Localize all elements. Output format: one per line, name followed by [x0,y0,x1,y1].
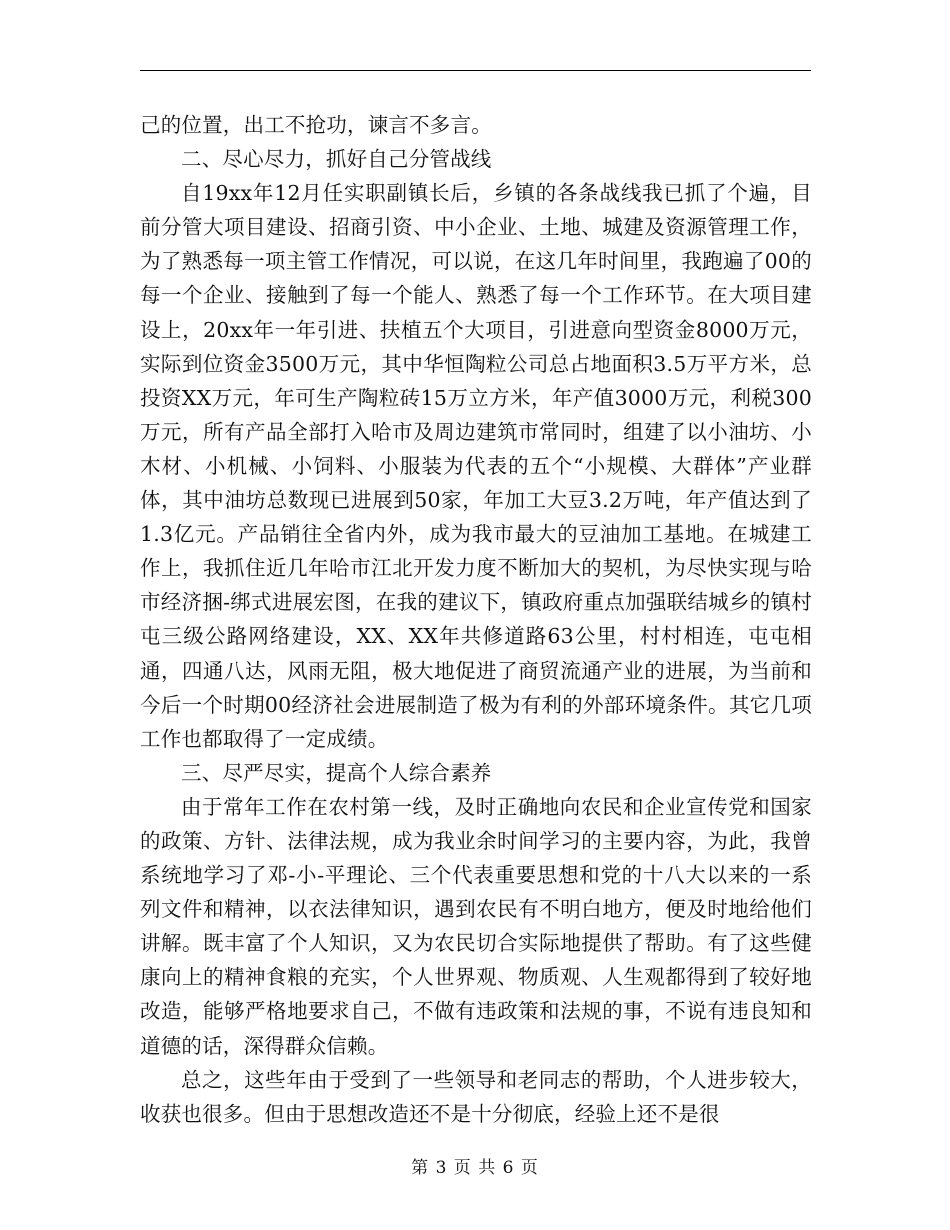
paragraph-section-2-body: 自19xx年12月任实职副镇长后，乡镇的各条战线我已抓了个遍，目前分管大项目建设、招商引资、中小企业、土地、城建及资源管理工作，为了熟悉每一项主管工作情况，可以说，在这几年时间里，我跑遍了00的每一个企业、接触到了每一个能人、熟悉了每一个工作环节。在大项目建设上，20xx年一年引进、扶植五个大项目，引进意向型资金8000万元，实际到位资金3500万元，其中华恒陶粒公司总占地面积3.5万平方米，总投资XX万元，年可生产陶粒砖15万立方米，年产值3000万元，利税300万元，所有产品全部打入哈市及周边建筑市常同时，组建了以小油坊、小木材、小机械、小饲料、小服装为代表的五个“小规模、大群体”产业群体，其中油坊总数现已进展到50家，年加工大豆3.2万吨，年产值达到了1.3亿元。产品销往全省内外，成为我市最大的豆油加工基地。在城建工作上，我抓住近几年哈市江北开发力度不断加大的契机，为尽快实现与哈市经济捆-绑式进展宏图，在我的建议下，镇政府重点加强联结城乡的镇村屯三级公路网络建设，XX、XX年共修道路63公里，村村相连，屯屯相通，四通八达，风雨无阻，极大地促进了商贸流通产业的进展，为当前和今后一个时期00经济社会进展制造了极为有利的外部环境条件。其它几项工作也都取得了一定成绩。 [140,181,812,751]
paragraph-summary: 总之，这些年由于受到了一些领导和老同志的帮助，个人进步较大，收获也很多。但由于思想改造还不是十分彻底，经验上还不是很 [140,1067,812,1126]
paragraph-section-3-body: 由于常年工作在农村第一线，及时正确地向农民和企业宣传党和国家的政策、方针、法律法规，成为我业余时间学习的主要内容，为此，我曾系统地学习了邓-小-平理论、三个代表重要思想和党的十八大以来的一系列文件和精神，以衣法律知识，遇到农民有不明白地方，便及时地给他们讲解。既丰富了个人知识，又为农民切合实际地提供了帮助。有了这些健康向上的精神食粮的充实，个人世界观、物质观、人生观都得到了较好地改造，能够严格地要求自己，不做有违政策和法规的事，不说有违良知和道德的话，深得群众信赖。 [140,794,812,1058]
document-body [140,108,812,1131]
section-heading-2: 二、尽心尽力，抓好自己分管战线 [181,147,492,172]
header-rule [140,70,811,71]
paragraph-continuation: 己的位置，出工不抢功，谏言不多言。 [140,113,492,137]
section-heading-3: 三、尽严尽实，提高个人综合素养 [181,760,492,785]
page-footer: 第 3 页 共 6 页 [411,1158,539,1178]
